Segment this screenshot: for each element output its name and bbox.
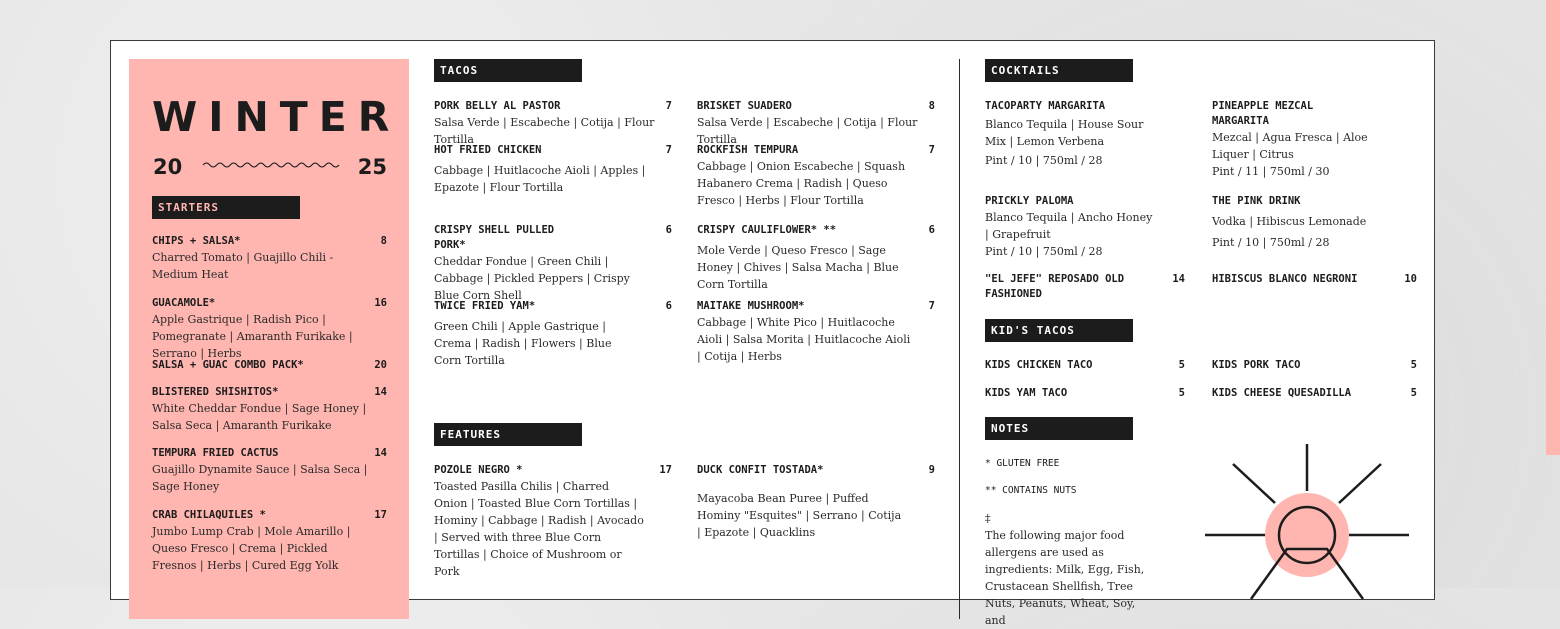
item-desc: Guajillo Dynamite Sauce | Salsa Seca | Sage Honey <box>152 463 368 493</box>
menu-item <box>434 223 672 304</box>
section-header-cocktails: COCKTAILS <box>985 59 1133 82</box>
menu-item <box>152 446 387 495</box>
item-name: CRISPY SHELL PULLED PORK* <box>434 224 555 251</box>
item-name: GUACAMOLE* <box>152 297 216 309</box>
menu-item <box>985 272 1185 302</box>
menu-item <box>985 99 1165 169</box>
item-price: 5 <box>1178 359 1185 371</box>
menu-item <box>434 143 672 196</box>
item-sizes: Pint / 10 | 750ml / 28 <box>985 245 1103 258</box>
item-price: 14 <box>1172 273 1185 285</box>
year-right: 25 <box>357 155 387 179</box>
item-desc: Cabbage | Huitlacoche Aioli | Apples | Epazote | Flour Tortilla <box>434 164 646 194</box>
item-desc: Cabbage | Onion Escabeche | Squash Habanero Crema | Radish | Queso Fresco | Herbs | Flour Tortilla <box>697 160 906 207</box>
section-header-notes: NOTES <box>985 417 1133 440</box>
item-name: TACOPARTY MARGARITA <box>985 100 1106 112</box>
item-name: MAITAKE MUSHROOM* <box>697 300 805 312</box>
menu-item <box>985 194 1165 260</box>
item-sizes: Pint / 11 | 750ml / 30 <box>1212 165 1330 178</box>
menu-item <box>434 299 672 369</box>
item-desc: Cabbage | White Pico | Huitlacoche Aioli | Salsa Morita | Huitlacoche Aioli | Cotija | Herbs <box>697 316 911 363</box>
menu-item <box>152 385 387 434</box>
menu-item <box>697 299 935 365</box>
item-name: CHIPS + SALSA* <box>152 235 241 247</box>
item-price: 5 <box>1178 387 1185 399</box>
item-desc: Mayacoba Bean Puree | Puffed Hominy "Esquites" | Serrano | Cotija | Epazote | Quacklins <box>697 492 902 539</box>
item-price: 16 <box>374 297 387 309</box>
item-desc: Mezcal | Agua Fresca | Aloe Liquer | Citrus <box>1212 131 1368 161</box>
item-price: 6 <box>928 224 935 236</box>
note-dagger: ‡ <box>985 512 991 525</box>
item-price: 7 <box>928 300 935 312</box>
item-name: HIBISCUS BLANCO NEGRONI <box>1212 273 1358 285</box>
item-name: TEMPURA FRIED CACTUS <box>152 447 279 459</box>
item-desc: Blanco Tequila | Ancho Honey | Grapefruit <box>985 211 1153 241</box>
sun-icon <box>1201 439 1413 599</box>
item-name: CRAB CHILAQUILES * <box>152 509 266 521</box>
item-desc: Toasted Pasilla Chilis | Charred Onion | Toasted Blue Corn Tortillas | Hominy | Cabbage | Radish | Avocado | Served with three Blue Corn Tortillas | Choice of Mushroom or Pork <box>434 480 644 578</box>
item-name: ROCKFISH TEMPURA <box>697 144 799 156</box>
item-name: PRICKLY PALOMA <box>985 195 1074 207</box>
starters-panel <box>129 59 409 619</box>
menu-item <box>697 143 935 209</box>
item-desc: Charred Tomato | Guajillo Chili - Medium Heat <box>152 251 334 281</box>
item-price: 17 <box>374 509 387 521</box>
item-name: CRISPY CAULIFLOWER* ** <box>697 224 837 236</box>
menu-item <box>985 386 1185 401</box>
menu-item <box>1212 194 1412 251</box>
item-price: 5 <box>1410 387 1417 399</box>
item-name: KIDS CHICKEN TACO <box>985 359 1093 371</box>
item-desc: White Cheddar Fondue | Sage Honey | Salsa Seca | Amaranth Furikake <box>152 402 367 432</box>
menu-item <box>697 463 935 541</box>
note-allergens: The following major food allergens are used as ingredients: Milk, Egg, Fish, Crustacean Shellfish, Tree Nuts, Peanuts, Wheat, Soy, and <box>985 529 1145 627</box>
item-price: 5 <box>1410 359 1417 371</box>
menu-card <box>110 40 1435 627</box>
item-price: 8 <box>928 100 935 112</box>
menu-item <box>697 99 935 148</box>
squiggle-divider <box>203 160 339 170</box>
item-price: 14 <box>374 386 387 398</box>
item-name: PORK BELLY AL PASTOR <box>434 100 561 112</box>
item-sizes: Pint / 10 | 750ml / 28 <box>985 154 1103 167</box>
note-gluten-free: * GLUTEN FREE <box>985 458 1060 469</box>
item-name: PINEAPPLE MEZCAL MARGARITA <box>1212 100 1314 127</box>
item-name: BRISKET SUADERO <box>697 100 792 112</box>
item-desc: Green Chili | Apple Gastrique | Crema | Radish | Flowers | Blue Corn Tortilla <box>434 320 612 367</box>
item-desc: Jumbo Lump Crab | Mole Amarillo | Queso Fresco | Crema | Pickled Fresnos | Herbs | Cured Egg Yolk <box>152 525 351 572</box>
menu-item <box>152 508 387 574</box>
item-price: 14 <box>374 447 387 459</box>
item-desc: Salsa Verde | Escabeche | Cotija | Flour Tortilla <box>434 116 655 146</box>
item-price: 7 <box>928 144 935 156</box>
section-header-features: FEATURES <box>434 423 582 446</box>
menu-item <box>1212 99 1412 180</box>
menu-item <box>1212 358 1417 373</box>
section-header-starters: STARTERS <box>152 196 300 219</box>
menu-item <box>152 234 387 283</box>
section-header-kids-tacos: KID'S TACOS <box>985 319 1133 342</box>
section-header-tacos: TACOS <box>434 59 582 82</box>
item-name: TWICE FRIED YAM* <box>434 300 536 312</box>
item-price: 17 <box>659 464 672 476</box>
column-divider <box>959 59 960 619</box>
item-name: KIDS PORK TACO <box>1212 359 1301 371</box>
item-name: DUCK CONFIT TOSTADA* <box>697 464 824 476</box>
item-price: 6 <box>665 224 672 236</box>
edge-accent-bar <box>1546 0 1560 455</box>
item-name: KIDS CHEESE QUESADILLA <box>1212 387 1352 399</box>
item-desc: Cheddar Fondue | Green Chili | Cabbage | Pickled Peppers | Crispy Blue Corn Shell <box>434 255 630 302</box>
item-desc: Blanco Tequila | House Sour Mix | Lemon Verbena <box>985 118 1144 148</box>
menu-title: WINTER <box>152 93 401 141</box>
item-name: THE PINK DRINK <box>1212 195 1301 207</box>
menu-item <box>434 463 672 580</box>
menu-item <box>697 223 935 293</box>
item-desc: Salsa Verde | Escabeche | Cotija | Flour Tortilla <box>697 116 918 146</box>
year-left: 20 <box>153 155 183 179</box>
item-name: "EL JEFE" REPOSADO OLD FASHIONED <box>985 273 1125 300</box>
menu-item <box>152 358 387 373</box>
menu-item <box>1212 386 1417 401</box>
item-price: 7 <box>665 144 672 156</box>
item-price: 10 <box>1404 273 1417 285</box>
item-sizes: Pint / 10 | 750ml / 28 <box>1212 236 1330 249</box>
item-price: 9 <box>928 464 935 476</box>
menu-item <box>434 99 672 148</box>
item-name: HOT FRIED CHICKEN <box>434 144 542 156</box>
menu-item <box>1212 272 1417 287</box>
item-price: 7 <box>665 100 672 112</box>
note-contains-nuts: ** CONTAINS NUTS <box>985 485 1077 496</box>
item-desc: Vodka | Hibiscus Lemonade <box>1212 215 1367 228</box>
item-price: 6 <box>665 300 672 312</box>
item-name: KIDS YAM TACO <box>985 387 1068 399</box>
menu-item <box>985 358 1185 373</box>
item-name: POZOLE NEGRO * <box>434 464 523 476</box>
item-desc: Mole Verde | Queso Fresco | Sage Honey | Chives | Salsa Macha | Blue Corn Tortilla <box>697 244 899 291</box>
menu-item <box>152 296 387 362</box>
item-price: 8 <box>380 235 387 247</box>
item-desc: Apple Gastrique | Radish Pico | Pomegranate | Amaranth Furikake | Serrano | Herbs <box>152 313 353 360</box>
item-price: 20 <box>374 359 387 371</box>
item-name: SALSA + GUAC COMBO PACK* <box>152 359 304 371</box>
item-name: BLISTERED SHISHITOS* <box>152 386 279 398</box>
